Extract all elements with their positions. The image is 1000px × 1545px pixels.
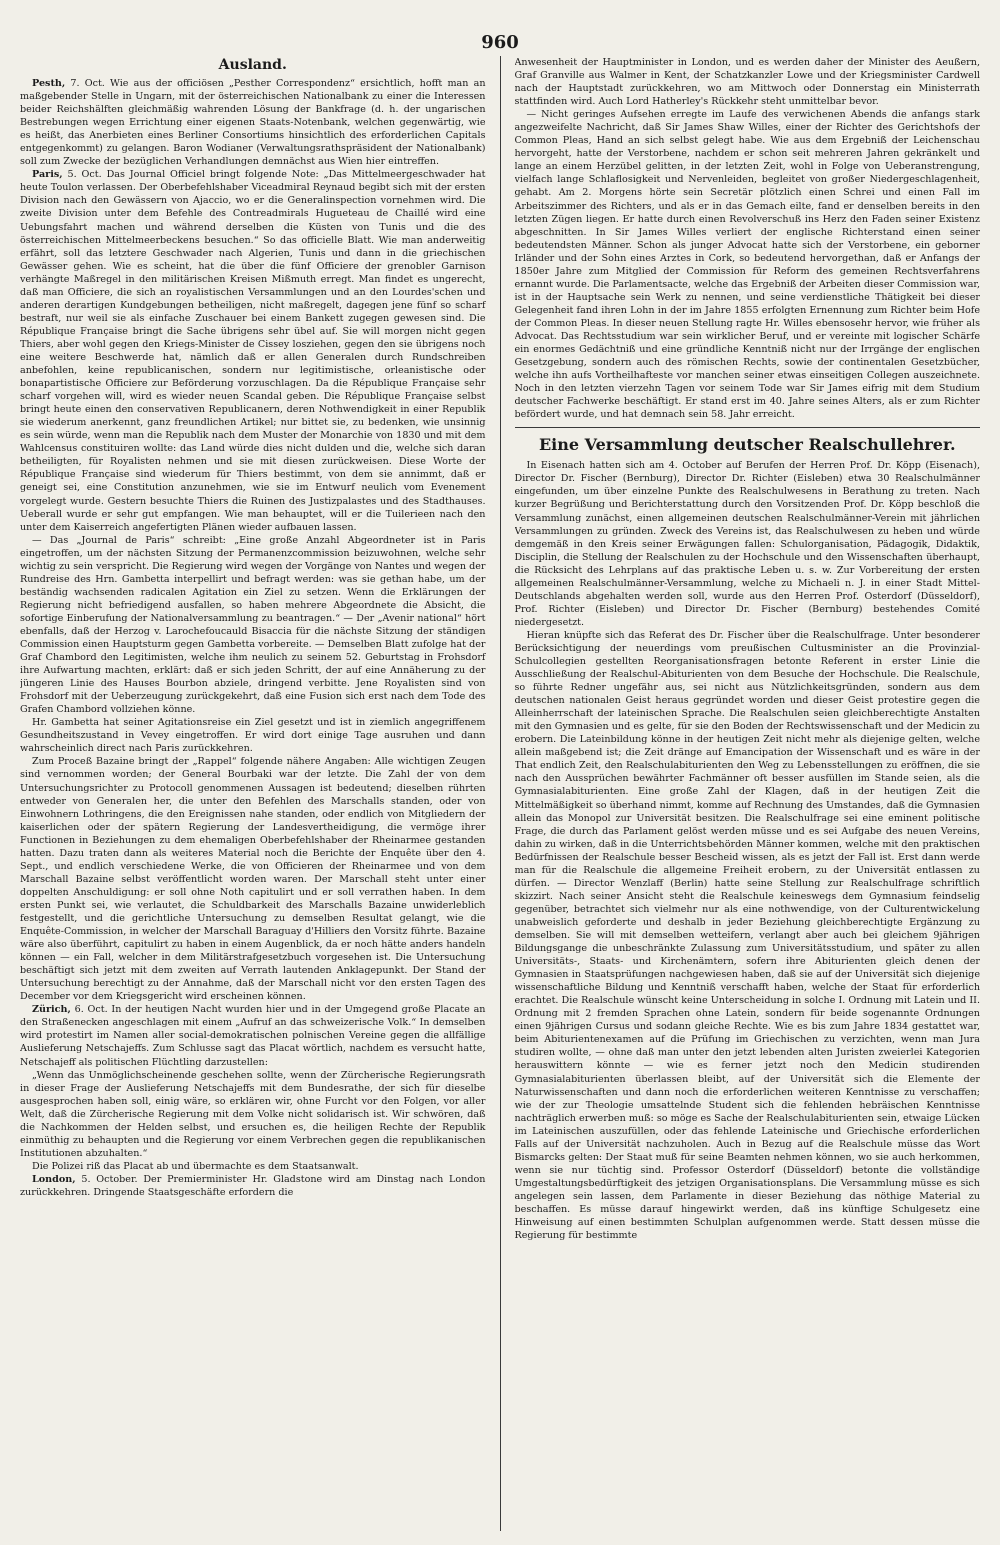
article-text: — Nicht geringes Aufsehen erregte im Laufe des verwichenen Abends die anfangs stark angezweifelte Nachricht, daß Sir James Shaw Willes, einer der Richter des Gerichtshofs der Common Pleas, Hand an sich selbst gelegt habe. Wie aus dem Ergebniß der Leichenschau hervorgeht, hatte der Verstorbene, nachdem er schon seit mehreren Jahren gekränkelt und lange an einem Herzübel gelitten, in der letzten Zeit, wohl in Folge von Ueberanstrengung, vielfach lange Schlaflosigkeit und Nervenleiden, begleitet von großer Niedergeschlagenheit, gehabt. Am 2. Morgens hörte sein Secretär plötzlich einen Schrei und einen Fall im Arbeitszimmer des Richters, und als er in das Gemach eilte, fand er denselben bereits in den letzten Zügen liegen. Er hatte durch einen Revolverschuß ins Herz den Faden seiner Existenz abgeschnitten. In Sir James Willes verliert der englische Richterstand einen seiner bedeutendsten Männer. Schon als junger Advocat hatte sich der Verstorbene, ein geborner Irländer und der Sohn eines Arztes in Cork, so bedeutend hervorgethan, daß er Anfangs der 1850er Jahre zum Mitglied der Commission für Reform des gemeinen Rechtsverfahrens ernannt wurde. Die Parlamentsacte, welche das Ergebniß der Arbeiten dieser Commission war, ist in der Hauptsache sein Werk zu nennen, und seine verdienstliche Thätigkeit bei dieser Gelegenheit fand ihren Lohn in der im Jahre 1855 erfolgten Ernennung zum Richter beim Hofe der Common Pleas. In dieser neuen Stellung ragte Hr. Willes ebensosehr hervor, wie früher als Advocat. Das Rechtsstudium war sein wirklicher Beruf, und er vereinte mit logischer Schärfe ein enormes Gedächtniß und eine gründliche Kenntniß nicht nur der Irrgänge der englischen Gesetzgebung, sondern auch des römischen Rechts, sowie der continentalen Gesetzbücher, welche ihn aufs Vortheilhafteste vor manchen seiner etwas einseitigen Collegen auszeichnete. Noch in den letzten vierzehn Tagen vor seinem Tode war Sir James eifrig mit dem Studium deutscher Fachwerke beschäftigt. Er stand erst im 40. Jahre seines Alters, als er zum Richter befördert wurde, und hat demnach sein 58. Jahr erreicht. [514, 109, 980, 421]
column-divider [500, 56, 501, 1531]
dateline: Paris, [32, 169, 63, 181]
article-london [20, 1173, 486, 1199]
article-text: In Eisenach hatten sich am 4. October auf Berufen der Herren Prof. Dr. Köpp (Eisenach), Director Dr. Fischer (Bernburg), Director Dr. Richter (Eisleben) etwa 30 Realschulmänner eingefunden, um über einzelne Punkte des Realschulwesens in Berathung zu treten. Nach kurzer Begrüßung und Berichterstattung durch den Vorsitzenden Prof. Dr. Köpp beschloß die Versammlung zunächst, einen allgemeinen deutschen Realschulmänner-Verein mit jährlichen Versammlungen zu gründen. Zweck des Vereins ist, das Realschulwesen zu heben und würde demgemäß in den Kreis seiner Erwägungen fallen: Schulorganisation, Pädagogik, Didaktik, Disciplin, die Stellung der Realschulen zu der Hochschule und den Wissenschaften überhaupt, die Rücksicht des Lehrplans auf das praktische Leben u. s. w. Zur Vorbereitung der ersten allgemeinen Realschulmänner-Versammlung, welche zu Michaeli n. J. in einer Stadt Mittel-Deutschlands abgehalten werden soll, wurde aus den Herren Prof. Osterdorf (Düsseldorf), Prof. Richter (Eisleben) und Director Dr. Fischer (Bernburg) bestehendes Comité niedergesetzt. [514, 460, 980, 628]
section-rule [515, 427, 981, 428]
article-text: Hr. Gambetta hat seiner Agitationsreise ein Ziel gesetzt und ist in ziemlich angegriffenem Gesundheitszustand in Vevey eingetroffen. Er wird dort einige Tage ausruhen und dann wahrscheinlich direct nach Paris zurückkehren. [20, 717, 486, 755]
article-text: 7. Oct. Wie aus der officiösen „Pesther Correspondenz“ ersichtlich, hofft man an maßgebender Stelle in Ungarn, mit der österreichischen Nationalbank zu einer die Interessen beider Reichshälften gleichmäßig wahrenden Lösung der Bankfrage (d. h. der ungarischen Bestrebungen wegen Errichtung einer eigenen Staats-Notenbank, welchen gegenwärtig, wie es heißt, das Anerbieten eines Berliner Consortiums hinsichtlich des erforderlichen Capitals entgegenkommt) zu gelangen. Baron Wodianer (Verwaltungsrathspräsident der Nationalbank) soll zum Zwecke der bezüglichen Verhandlungen demnächst aus Wien hier eintreffen. [20, 78, 486, 168]
article-text: 5. Oct. Das Journal Officiel bringt folgende Note: „Das Mittelmeergeschwader hat heute Toulon verlassen. Der Oberbefehlshaber Viceadmiral Reynaud begibt sich mit der ersten Division nach den Gewässern von Ajaccio, wo er die Generalinspection vornehmen wird. Die zweite Division unter dem Befehle des Contreadmirals Hugueteau de Chaillé wird eine Uebungsfahrt machen und während derselben die Küsten von Tunis und die des österreichischen Mittelmeerbeckens besuchen.“ So das officielle Blatt. Wie man anderweitig erfährt, soll das letztere Geschwader nach Algerien, Tunis und dann in die griechischen Gewässer gehen. Wie es scheint, hat die über die fünf Officiere der grenobler Garnison verhängte Maßregel in den militärischen Kreisen Mißmuth erregt. Man findet es ungerecht, daß man Officiere, die sich an royalistischen Versammlungen und an den Lourdes'schen und anderen derartigen Kundgebungen betheiligen, nicht maßregelt, dagegen jene fünf so scharf bestraft, nur weil sie als einfache Zuschauer bei einem Bankett zugegen gewesen sind. Die République Française bringt die Sache übrigens sehr übel auf. Sie will morgen nicht gegen Thiers, aber wohl gegen den Kriegs-Minister de Cissey losziehen, gegen den sie übrigens noch eine weitere Beschwerde hat, nämlich daß er allen Generalen durch Rundschreiben anbefohlen, keine republicanischen, sondern nur legitimistische, orleanistische oder bonapartistische Officiere zur Beförderung vorzuschlagen. Da die République Française sehr scharf vorgehen will, wird es wieder neuen Scandal geben. Die République Française selbst bringt heute einen den conservativen Republicanern, deren Nothwendigkeit in einer Republik sie wiederum anerkennt, ganz freundlichen Artikel; nur bittet sie, zu bedenken, wie unsinnig es sein würde, wenn man die Republik nach dem Muster der Monarchie von 1830 und mit dem Wahlcensus constituiren wollte: das Land würde dies nicht dulden und die, welche sich daran betheiligten, für Royalisten nehmen und sie mit diesen zurückweisen. Diese Worte der République Française sind wiederum für Thiers bestimmt, von dem sie annimmt, daß er geneigt sei, eine Constitution anzunehmen, wie sie im Entwurf neulich vom Evenement vorgelegt wurde. Gestern besuchte Thiers die Ruinen des Justizpalastes und des Stadthauses. Ueberall wurde er sehr gut empfangen. Wie man behauptet, will er die Tuilerieen nach den unter dem Kaiserreich angefertigten Plänen wieder aufbauen lassen. [20, 169, 486, 533]
article-referat [515, 629, 981, 1242]
dateline: London, [32, 1173, 76, 1185]
dateline: Zürich, [32, 1004, 71, 1016]
article-journal-de-paris [20, 534, 486, 717]
article-london-continued [515, 56, 981, 108]
article-text: Anwesenheit der Hauptminister in London, und es werden daher der Minister des Aeußern, Graf Granville aus Walmer in Kent, der Schatzkanzler Lowe und der Kriegsminister Cardwell nach der Hauptstadt zurückkehren, wo am Mittwoch oder Donnerstag ein Ministerrath stattfinden wird. Auch Lord Hatherley's Rückkehr steht unmittelbar bevor. [514, 57, 980, 108]
article-polizei [20, 1160, 486, 1173]
article-text: Hieran knüpfte sich das Referat des Dr. Fischer über die Realschulfrage. Unter besonderer Berücksichtigung der neuerdings vom preußischen Cultusminister an die Provinzial-Schulcollegien gestellten Reorganisationsfragen betonte Referent in erster Linie die Ausschließung der Realschul-Abiturienten von dem Besuche der Hochschule. Die Realschule, so führte Redner ungefähr aus, sei nicht aus Nützlichkeitsgründen, sondern aus dem deutschen nationalen Geist heraus gegründet worden und dieser Geist protestire gegen die Alleinherrschaft der lateinischen Sprache. Die Realschulen seien gleichberechtigte Anstalten mit den Gymnasien und es gelte, für sie den Boden der Rechtswissenschaft und der Medicin zu erobern. Die Lateinbildung könne in der heutigen Zeit nicht mehr als diejenige gelten, welche allein maßgebend ist; die Zeit dränge auf Emancipation der Wissenschaft und es wäre in der That endlich Zeit, den Realschulabiturienten den Weg zu Lebensstellungen zu eröffnen, die sie nach den Aussprüchen bewährter Fachmänner oft besser ausfüllen im Stande seien, als die Gymnasialabiturienten. Eine große Zahl der Klagen, daß in der heutigen Zeit die Mittelmäßigkeit so überhand nimmt, komme auf Rechnung des Umstandes, daß die Gymnasien allein das Monopol zur Universität besitzen. Die Realschulfrage sei eine eminent politische Frage, die durch das Parlament gelöst werden müsse und es sei Aufgabe des neuen Vereins, dahin zu wirken, daß in die Unterrichtsbehörden Männer kommen, welche mit den praktischen Bedürfnissen der Realschule besser Bescheid wissen, als es jetzt der Fall ist. Erst dann werde man für die Realschule die allgemeine Freiheit erobern, zu der Universität entlassen zu dürfen. — Director Wenzlaff (Berlin) hatte seine Stellung zur Realschulfrage schriftlich skizzirt. Nach seiner Ansicht steht die Realschule keineswegs dem Gymnasium feindselig gegenüber, betrachtet sich vielmehr nur als eine nothwendige, von der Culturentwickelung unabweislich geforderte und deshalb in jeder Beziehung gleichberechtigte Ergänzung zu demselben. Sie will mit demselben wetteifern, verlangt aber auch bei gleichem 9jährigen Bildungsgange die unbeschränkte Zulassung zum Universitätsstudium, und später zu allen Universitäts-, Staats- und Kirchenämtern, sofern ihre Abiturienten gleich denen der Gymnasien in Staatsprüfungen nachgewiesen haben, daß sie auf der Universität sich diejenige wissenschaftliche Bildung und Kenntniß verschafft haben, welche der Staat für erforderlich erachtet. Die Realschule wünscht keine Unterscheidung in solche I. Ordnung mit Latein und II. Ordnung mit 2 fremden Sprachen ohne Latein, sondern für beide sogenannte Ordnungen einen 9jährigen Cursus und sodann gleiche Rechte. Wie es bis zum Jahre 1834 gestattet war, beim Abiturientenexamen auf die Prüfung im Griechischen zu verzichten, wenn man Jura studiren wollte, — ohne daß man unter den jetzt lebenden alten Juristen zweierlei Kategorien herauswittern könnte — wie es ferner jetzt noch den Medicin studirenden Gymnasialabiturienten überlassen bleibt, auf der Universität sich die Elemente der Naturwissenschaften und dann noch die erforderlichen weiteren Kenntnisse zu verschaffen; wie der zur Theologie umsattelnde Student sich die fehlenden hebräischen Kenntnisse nachträglich erwerben muß: so möge es Sache der Realschulabiturienten sein, etwaige Lücken im Lateinischen auszufüllen, oder das fehlende Lateinische und Griechische erforderlichen Falls auf der Universität nachzuholen. Auch in Bezug auf die Realschule müsse das Wort Bismarcks gelten: Der Staat muß für seine Beamten nehmen können, wo sie auch herkommen, wenn sie nur tüchtig sind. Professor Osterdorf (Düsseldorf) betonte die vollständige Umgestaltungsbedürftigkeit des jetzigen Organisationsplans. Die Versammlung müsse es sich angelegen sein lassen, dem Parlamente in dieser Beziehung das nöthige Material zu beschaffen. Es müsse darauf hingewirkt werden, daß ins künftige Schulgesetz eine Hinweisung auf einen bestimmten Schulplan aufgenommen werde. Statt dessen müsse die Regierung für bestimmte [514, 629, 980, 1242]
article-pesth [20, 77, 486, 168]
article-text: — Das „Journal de Paris“ schreibt: „Eine große Anzahl Abgeordneter ist in Paris eingetroffen, um der nächsten Sitzung der Permanenzcommission beizuwohnen, welche sehr wichtig zu sein verspricht. Die Regierung wird wegen der Vorgänge von Nantes und wegen der Rundreise des Hrn. Gambetta interpellirt und befragt werden: was sie gethan habe, um der beständig wachsenden radicalen Agitation ein Ziel zu setzen. Wenn die Erklärungen der Regierung nicht befriedigend ausfallen, so haben mehrere Abgeordnete die Absicht, die sofortige Einberufung der Nationalversammlung zu beantragen.“ — Der „Avenir national“ hört ebenfalls, daß der Herzog v. Larochefoucauld Bisaccia für die nächste Sitzung der ständigen Commission einen Hauptsturm gegen Gambetta vorbereite. — Demselben Blatt zufolge hat der Graf Chambord den Legitimisten, welche ihm neulich zu seinem 52. Geburtstag in Frohsdorf ihre Aufwartung machten, erklärt: daß er sich jeden Schritt, der auf eine Annäherung zu der jüngeren Linie des Hauses Bourbon abziele, dringend verbitte. Jene Royalisten sind von Frohsdorf mit der Ueberzeugung zurückgekehrt, daß eine Fusion sich erst nach dem Tode des Grafen Chambord vollziehen könne. [20, 534, 486, 716]
columns [20, 56, 980, 1531]
section-heading-realschullehrer: Eine Versammlung deutscher Realschullehrer. [538, 435, 956, 455]
article-placat-quote [20, 1069, 486, 1160]
article-zuerich [20, 1003, 486, 1068]
article-gambetta [20, 716, 486, 755]
article-text: 6. Oct. In der heutigen Nacht wurden hier und in der Umgegend große Placate an den Straßenecken angeschlagen mit einem „Aufruf an das schweizerische Volk.“ In demselben wird protestirt im Namen aller social-demokratischen polnischen Vereine gegen die allfällige Auslieferung Netschajeffs. Zum Schlusse sagt das Placat wörtlich, nachdem es versucht hatte, Netschajeff als politischen Flüchtling darzustellen: [20, 1004, 486, 1068]
article-bazaine [20, 755, 486, 1003]
right-column [515, 56, 981, 1531]
article-text: Die Polizei riß das Placat ab und übermachte es dem Staatsanwalt. [32, 1160, 359, 1172]
section-heading-ausland: Ausland. [218, 57, 287, 73]
article-text: „Wenn das Unmöglichscheinende geschehen sollte, wenn der Zürcherische Regierungsrath in dieser Frage der Auslieferung Netschajeffs mit dem Bundesrathe, der sich für dieselbe ausgesprochen haben soll, einig wäre, so erklären wir, ohne Furcht vor den Folgen, vor aller Welt, daß die Zürcherische Regierung mit dem Volke nicht solidarisch ist. Wir schwören, daß die Nachkommen der Helden selbst, und ersuchen es, die heiligen Rechte der Republik einmüthig zu behaupten und die Regierung vor einem Verbrechen gegen die republikanischen Institutionen abzuhalten.“ [20, 1069, 486, 1159]
article-eisenach [515, 459, 981, 629]
dateline: Pesth, [32, 78, 66, 89]
left-column [20, 56, 486, 1531]
article-paris [20, 168, 486, 533]
article-text: 5. October. Der Premierminister Hr. Gladstone wird am Dinstag nach London zurückkehren. Dringende Staatsgeschäfte erfordern die [20, 1173, 486, 1198]
page-number: 960 [481, 32, 519, 53]
article-text: Zum Proceß Bazaine bringt der „Rappel“ folgende nähere Angaben: Alle wichtigen Zeugen sind vernommen worden; der General Bourbaki war der letzte. Die Zahl der von dem Untersuchungsrichter zu Protocoll genommenen Aussagen ist bedeutend; dieselben rührten entweder von Generalen her, die unter den Befehlen des Marschalls standen, oder von Einwohnern Lothringens, die den Ereignissen nahe standen, oder endlich von Mitgliedern der kaiserlichen oder der spätern Regierung der Landesvertheidigung, die vermöge ihrer Functionen in Beziehungen zu dem ehemaligen Oberbefehlshaber der Rheinarmee gestanden hatten. Dazu traten dann als weiteres Material noch die Berichte der Enquête über den 4. Sept., und endlich verschiedene Werke, die von Officieren der Rheinarmee und von dem Marschall Bazaine selbst veröffentlicht worden waren. Der Marschall steht unter einer doppelten Anschuldigung: er soll ohne Noth capitulirt und er soll verrathen haben. In dem ersten Punkt sei, wie verlautet, die Schuldbarkeit des Marschalls Bazaine unwiderleblich festgestellt, und die gerichtliche Untersuchung zu demselben Resultat gelangt, wie die Enquête-Commission, in welcher der Marschall Baraguay d'Hilliers den Vorsitz führte. Bazaine wäre also überführt, capitulirt zu haben in einem Augenblick, da er noch hätte anders handeln können — ein Fall, welcher in dem Militärstrafgesetzbuch vorgesehen ist. Die Untersuchung beschäftigt sich jetzt mit dem zweiten auf Verrath lautenden Anklagepunkt. Der Stand der Untersuchung berechtigt zu der Annahme, daß der Marschall nicht vor den ersten Tagen des December vor dem Kriegsgericht wird erscheinen können. [20, 756, 486, 1003]
article-willes [515, 108, 981, 421]
